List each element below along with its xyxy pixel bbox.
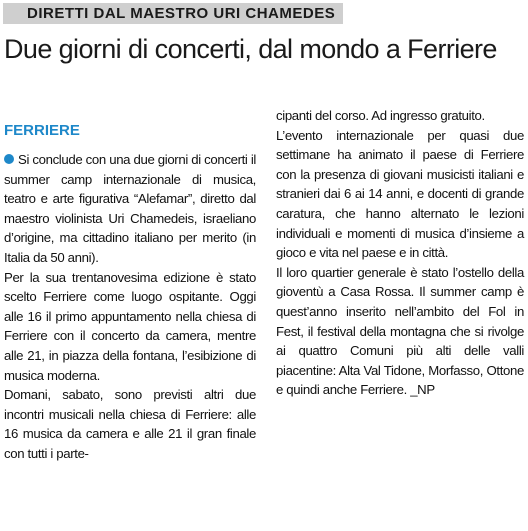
paragraph-5: L’evento internazionale per quasi due settimane ha animato il paese di Ferriere con la presenza di giovani musicisti italiani e stranieri dai 6 ai 14 anni, e docenti di grande caratura, che hanno alternato le lezioni individuali e momenti di musica d’insieme a gioco e vita nel paese e in città. xyxy=(276,127,524,261)
paragraph-4: cipanti del corso. Ad ingresso gratuito. xyxy=(276,108,485,123)
article-column-right xyxy=(276,106,524,400)
blue-dot-icon xyxy=(4,154,14,164)
article-column-left xyxy=(4,112,256,464)
paragraph-1-text: Si conclude con una due giorni di concerti il summer camp internazionale di musica, teatro e arte figurativa “Alefamar”, diretto dal maestro violinista Uri Chamedeis, israeliano d’origine, ma cittadino italiano per merito (in Italia da 50 anni). xyxy=(4,152,256,265)
paragraph-2: Per la sua trentanovesima edizione è stato scelto Ferriere come luogo ospitante. Oggi alle 16 il primo appuntamento nella chiesa di Ferriere con il concerto da camera, mentre alle 21, in piazza della fontana, l’esibizione di musica moderna. xyxy=(4,269,256,383)
paragraph-1 xyxy=(4,150,256,268)
headline: Due giorni di concerti, dal mondo a Ferriere xyxy=(4,34,497,64)
paragraph-6: Il loro quartier generale è stato l’ostello della gioventù a Casa Rossa. Il summer camp è quest’anno inserito nell’ambito del Fol in Fest, il festival della montagna che si rivolge ai quattro Comuni più alti delle valli piacentine: Alta Val Tidone, Morfasso, Ottone e quindi anche Ferriere. _NP xyxy=(276,264,524,398)
paragraph-3: Domani, sabato, sono previsti altri due incontri musicali nella chiesa di Ferriere: alle 16 musica da camera e alle 21 il gran finale con tutti i parte- xyxy=(4,387,256,461)
location-label: FERRIERE xyxy=(4,122,80,139)
kicker-label: DIRETTI DAL MAESTRO URI CHAMEDES xyxy=(3,3,343,24)
